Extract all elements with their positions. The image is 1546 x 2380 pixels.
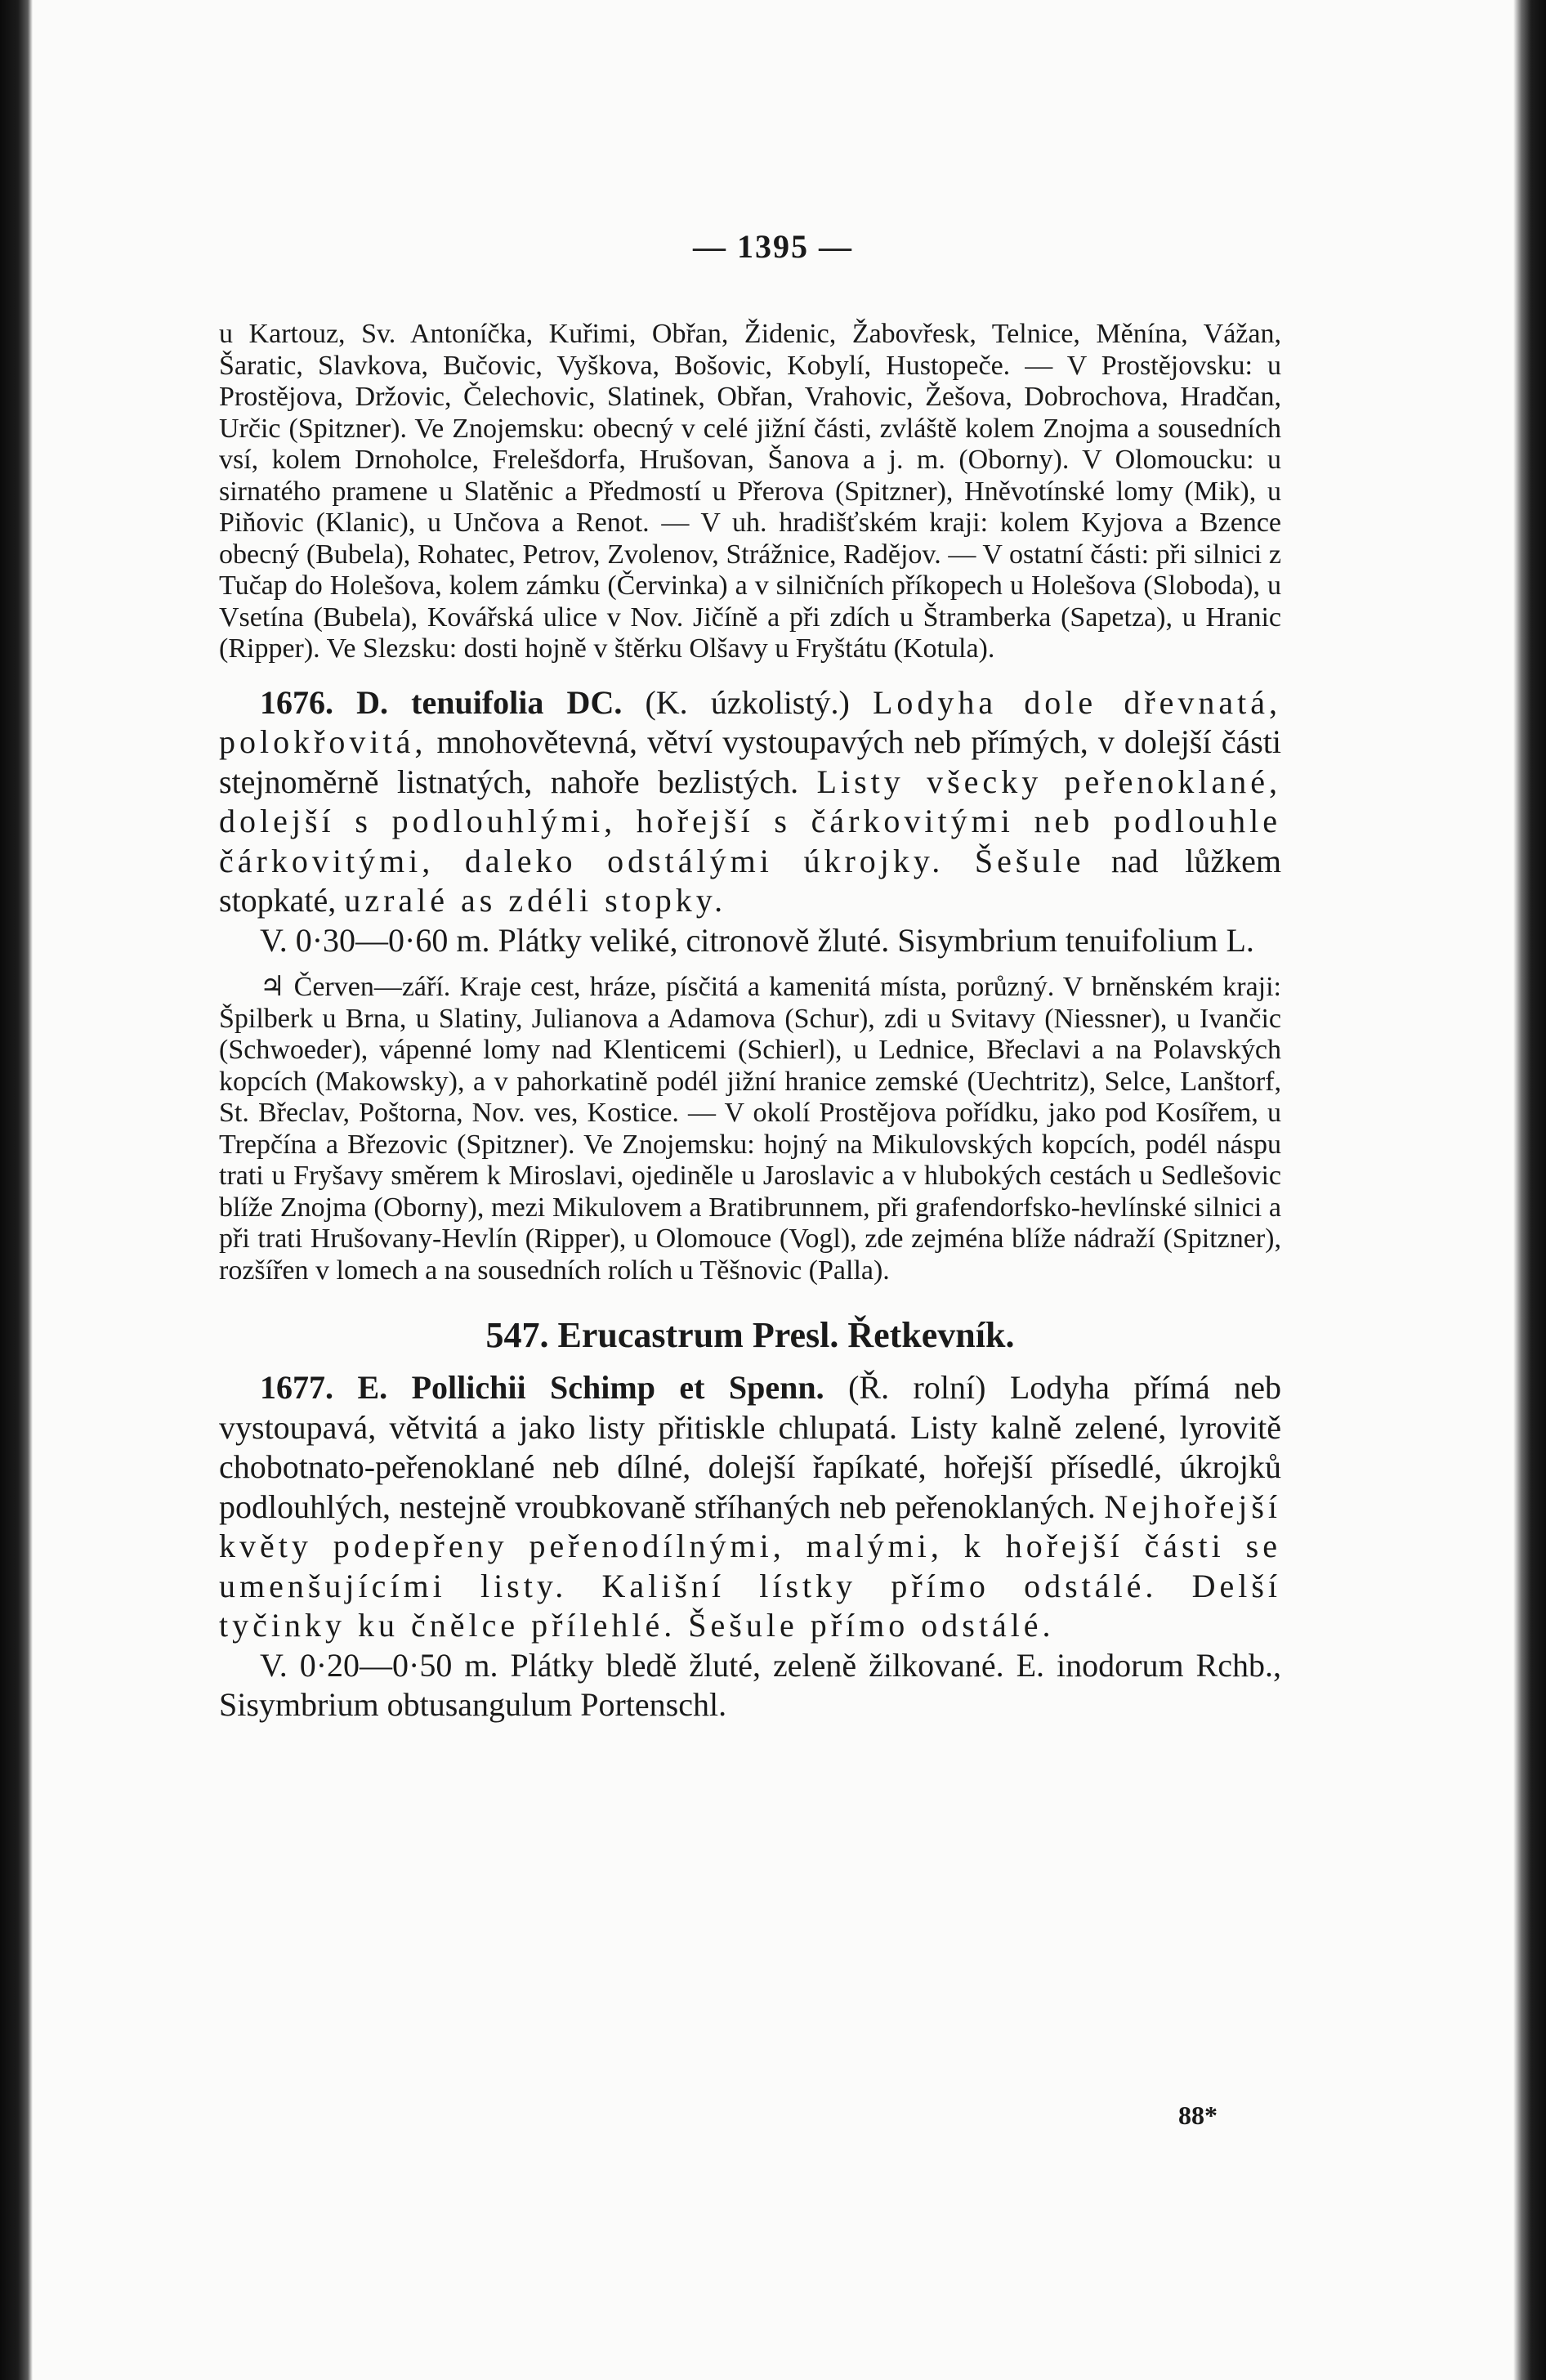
species-1676-spaced-3: Šešule <box>944 842 1085 879</box>
species-1676-plain-1: mnohovětevná, větví vystoupavých neb přímých, v dolejší části stejnoměrně listnatých, nahoře bezlistých. <box>219 723 1281 800</box>
page-number: — 1395 — <box>693 228 853 265</box>
localities-continued: u Kartouz, Sv. Antoníčka, Kuřimi, Obřan, Židenic, Žabovřesk, Telnice, Měnína, Vážan, Šaratic, Slavkova, Bučovic, Vyškova, Bošovic, Kobylí, Hustopeče. — V Prostějovsku: u Prostějova, Držovic, Čelechovic, Slatinek, Obřan, Vrahovic, Žešova, Dobrochova, Hradčan, Určic (Spitzner). Ve Znojemsku: obecný v celé jižní části, zvláště kolem Znojma a sousedních vsí, kolem Drnoholce, Frelešdorfa, Hrušovan, Šanova a j. m. (Oborny). V Olomoucku: u sirnatého pramene u Slatěnic a Předmostí u Přerova (Spitzner), Hněvotínské lomy (Mik), u Piňovic (Klanic), u Unčova a Renot. — V uh. hradišťském kraji: kolem Kyjova a Bzence obecný (Bubela), Rohatec, Petrov, Zvolenov, Strážnice, Radějov. — V ostatní části: při silnici z Tučap do Holešova, kolem zámku (Červinka) a v silničních příkopech u Holešova (Sloboda), u Vsetína (Bubela), Kovářská ulice v Nov. Jičíně a při zdích u Štramberka (Sapetza), u Hranic (Ripper). Ve Slezsku: dosti hojně v štěrku Olšavy u Fryštátu (Kotula). <box>219 319 1281 664</box>
species-1676-size: V. 0·30—0·60 m. Plátky veliké, citronově žluté. Sisymbrium tenuifolium L. <box>260 921 1254 959</box>
species-1676-spaced-4: uzralé as zdéli stopky. <box>344 882 727 919</box>
species-1676-vernacular: (K. úzkolistý.) <box>622 683 873 721</box>
species-1677-description <box>219 1368 1281 1646</box>
species-1677-spaced-1: Nejhořejší květy podepřeny peřenodílnými, malými, k hořejší části se umenšujícími listy. Kališní lístky přímo odstálé. Delší tyčinky ku čnělce přílehlé. Šešule přímo odstálé. <box>219 1488 1281 1644</box>
species-1676-spaced-1: Lodyha dole dřevnatá, polokřovitá, <box>219 683 1282 760</box>
genus-547-heading: 547. Erucastrum Presl. Řetkevník. <box>485 1315 1015 1355</box>
signature-mark: 88* <box>1178 2100 1218 2130</box>
species-1677-size: V. 0·20—0·50 m. Plátky bledě žluté, zeleně žilkované. E. inodorum Rchb., Sisymbrium obtusangulum Portenschl. <box>219 1646 1281 1723</box>
spacer <box>219 665 1281 683</box>
scan-border-left <box>0 0 33 2380</box>
species-1677-vernacular: (Ř. rolní) <box>824 1369 1010 1406</box>
species-1676-plain-2: nad lůžkem stopkaté, <box>219 842 1281 919</box>
species-1677-heading: 1677. E. Pollichii Schimp et Spenn. <box>260 1369 824 1406</box>
species-1676-description <box>219 683 1281 921</box>
species-1676-heading: 1676. D. tenuifolia DC. <box>260 683 623 721</box>
page-body <box>219 319 1281 1725</box>
scan-border-right <box>1513 0 1546 2380</box>
species-1677-plain-1: Lodyha přímá neb vystoupavá, větvitá a jako listy přitiskle chlupatá. Listy kalně zelené, lyrovitě chobotnato-peřenoklané neb dílné, dolejší řapíkaté, hořejší přísedlé, úkrojků podlouhlých, nestejně vroubkovaně stříhaných neb peřenoklaných. <box>219 1369 1281 1525</box>
species-1676-spaced-2: Listy všecky peřenoklané, dolejší s podlouhlými, hořejší s čárkovitými neb podlouhle čárkovitými, daleko odstálými úkrojky. <box>219 763 1282 879</box>
species-1676-habitat: ♃ Červen—září. Kraje cest, hráze, písčitá a kamenitá místa, porůzný. V brněnském kraji: Špilberk u Brna, u Slatiny, Julianova a Adamova (Schur), zdi u Svitavy (Niessner), u Ivančic (Schwoeder), vápenné lomy nad Klenticemi (Schierl), u Lednice, Břeclavi a na Polavských kopcích (Makowsky), a v pahorkatině podél jižní hranice zemské (Uechtritz), Selce, Lanštorf, St. Břeclav, Poštorna, Nov. ves, Kostice. — V okolí Prostějova pořídku, jako pod Kosířem, u Trepčína a Březovic (Spitzner). Ve Znojemsku: hojný na Mikulovských kopcích, podél náspu trati u Fryšavy směrem k Miroslavi, ojediněle u Jaroslavic a v hlubokých cestách u Sedlešovic blíže Znojma (Oborny), mezi Mikulovem a Bratibrunnem, při grafendorfsko-hevlínské silnici a při trati Hrušovany-Hevlín (Ripper), u Olomouce (Vogl), zde zejména blíže nádraží (Spitzner), rozšířen v lomech a na sousedních rolích u Těšnovic (Palla). <box>219 972 1281 1286</box>
